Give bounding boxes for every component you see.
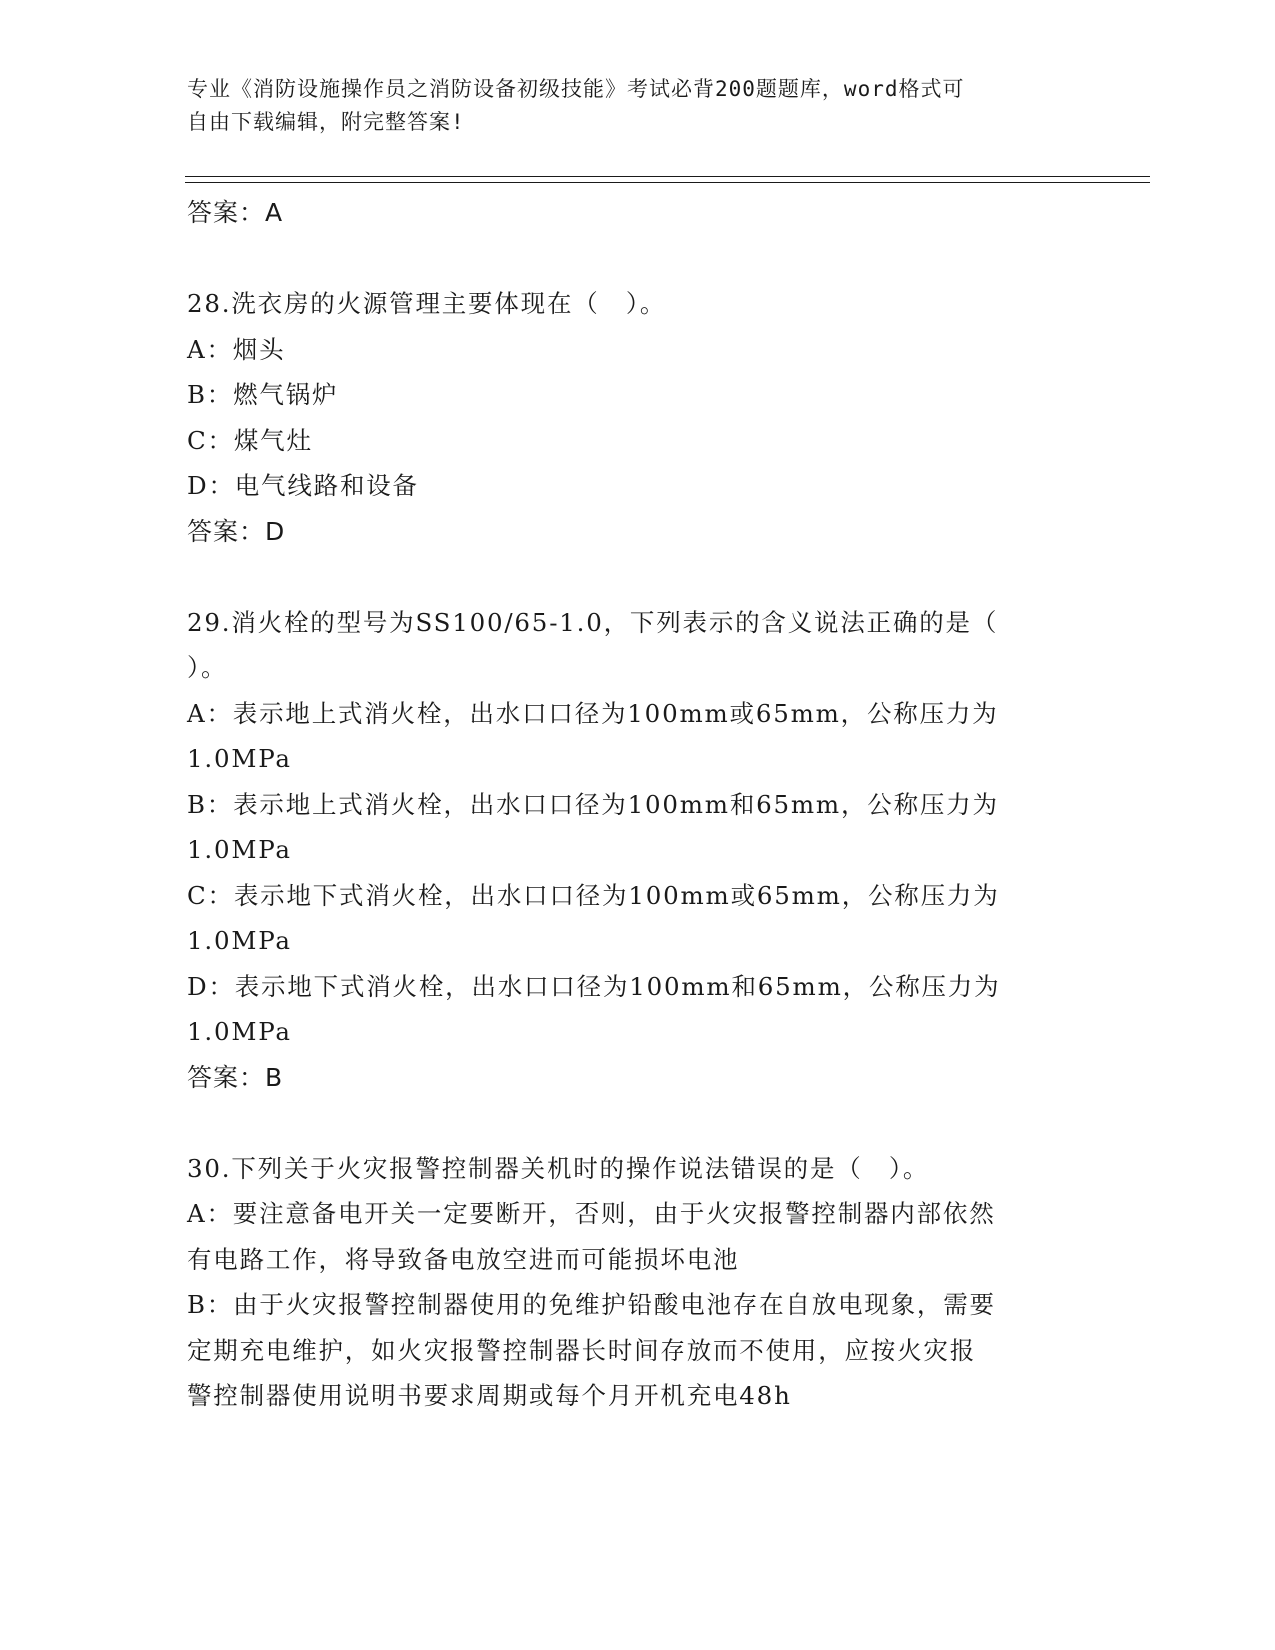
spacer — [187, 1100, 1087, 1146]
question-30 — [187, 1146, 1087, 1419]
option-d-line-1: D：表示地下式消火栓，出水口口径为100mm和65mm，公称压力为 — [187, 971, 1001, 1001]
option-a-line-1: A：要注意备电开关一定要断开，否则，由于火灾报警控制器内部依然 — [187, 1199, 996, 1228]
question-29 — [187, 600, 1087, 1100]
option-a-line-1: A：表示地上式消火栓，出水口口径为100mm或65mm，公称压力为 — [187, 698, 999, 728]
option-b-line-1: B：表示地上式消火栓，出水口口径为100mm和65mm，公称压力为 — [187, 789, 999, 819]
question-28 — [187, 281, 1087, 554]
option-d: D：电气线路和设备 — [187, 471, 419, 500]
question-28-text: 28.洗衣房的火源管理主要体现在（ ）。 — [187, 289, 667, 318]
option-c-line-1: C：表示地下式消火栓，出水口口径为100mm或65mm，公称压力为 — [187, 880, 1000, 910]
document-body — [187, 190, 1087, 1419]
answer-q27: 答案：A — [187, 198, 284, 227]
option-b-line-2: 1.0MPa — [187, 835, 292, 864]
option-a-line-2: 1.0MPa — [187, 744, 292, 773]
page-header — [187, 73, 1067, 139]
answer-q28: 答案：D — [187, 516, 286, 546]
header-line-1: 专业《消防设施操作员之消防设备初级技能》考试必背200题题库，word格式可 — [187, 77, 965, 101]
option-c: C：煤气灶 — [187, 425, 313, 455]
question-29-text-line-2: ）。 — [187, 653, 228, 682]
option-b-line-3: 警控制器使用说明书要求周期或每个月开机充电48h — [187, 1381, 792, 1410]
question-30-text: 30.下列关于火灾报警控制器关机时的操作说法错误的是（ ）。 — [187, 1153, 930, 1183]
header-line-2: 自由下载编辑，附完整答案! — [187, 110, 465, 134]
option-b-line-1: B：由于火灾报警控制器使用的免维护铅酸电池存在自放电现象，需要 — [187, 1290, 996, 1319]
option-b: B：燃气锅炉 — [187, 380, 339, 409]
header-rule-top — [185, 176, 1150, 177]
option-a-line-2: 有电路工作，将导致备电放空进而可能损坏电池 — [187, 1244, 740, 1274]
answer-q29: 答案：B — [187, 1062, 284, 1092]
question-29-text-line-1: 29.消火栓的型号为SS100/65-1.0，下列表示的含义说法正确的是（ — [187, 607, 999, 637]
spacer — [187, 554, 1087, 600]
spacer — [187, 235, 1087, 281]
option-c-line-2: 1.0MPa — [187, 926, 292, 955]
option-a: A：烟头 — [187, 334, 286, 364]
option-b-line-2: 定期充电维护，如火灾报警控制器长时间存放而不使用，应按火灾报 — [187, 1335, 976, 1365]
option-d-line-2: 1.0MPa — [187, 1017, 292, 1046]
header-rule-bottom — [185, 182, 1150, 183]
